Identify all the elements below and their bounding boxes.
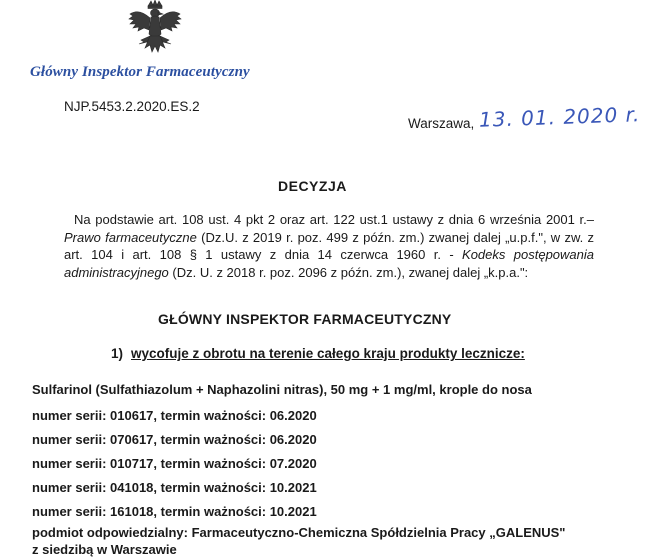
product-name: Sulfarinol (Sulfathiazolum + Naphazolini nitras), 50 mg + 1 mg/ml, krople do nosa [32,382,532,397]
point-number: 1) [111,346,124,361]
decision-point-1 [111,346,525,361]
serial-line: numer serii: 161018, termin ważności: 10.2021 [32,504,317,519]
serial-line: numer serii: 070617, termin ważności: 06.2020 [32,432,317,447]
serial-line: numer serii: 041018, termin ważności: 10.2021 [32,480,317,495]
place-of-issue: Warszawa, [408,116,475,131]
document-title: DECYZJA [278,178,347,194]
preamble-act-name-2: Kodeks postępowania administracyjnego [64,247,594,280]
preamble-part-3: (Dz. U. z 2018 r. poz. 2096 z późn. zm.), zwanej dalej „k.p.a.": [168,264,529,280]
issuing-authority-name: Główny Inspektor Farmaceutyczny [30,64,250,80]
serial-line: numer serii: 010617, termin ważności: 06.2020 [32,408,317,423]
reference-number: NJP.5453.2.2020.ES.2 [64,99,200,114]
handwritten-date: 13. 01. 2020 r. [478,102,641,132]
preamble-part-2: (Dz.U. z 2019 r. poz. 499 z późn. zm.) zwanej dalej „u.p.f.", w zw. z art. 104 i art. 108 § 1 ustawy z dnia 14 czerwca 1960 r. - [64,229,594,262]
entity-seat: z siedzibą w Warszawie [32,542,177,557]
point-text: wycofuje z obrotu na terenie całego kraju produkty lecznicze: [131,346,525,361]
issuer-heading: GŁÓWNY INSPEKTOR FARMACEUTYCZNY [158,311,452,327]
preamble-part-1: Na podstawie art. 108 ust. 4 pkt 2 oraz art. 122 ust.1 ustawy z dnia 6 września 2001 r.– [74,212,594,227]
preamble-act-name-1: Prawo farmaceutyczne [64,229,197,245]
legal-basis-paragraph [64,211,594,281]
polish-eagle-emblem-icon [127,0,183,58]
serial-line: numer serii: 010717, termin ważności: 07.2020 [32,456,317,471]
responsible-entity: podmiot odpowiedzialny: Farmaceutyczno-Chemiczna Spółdzielnia Pracy „GALENUS" [32,525,566,540]
